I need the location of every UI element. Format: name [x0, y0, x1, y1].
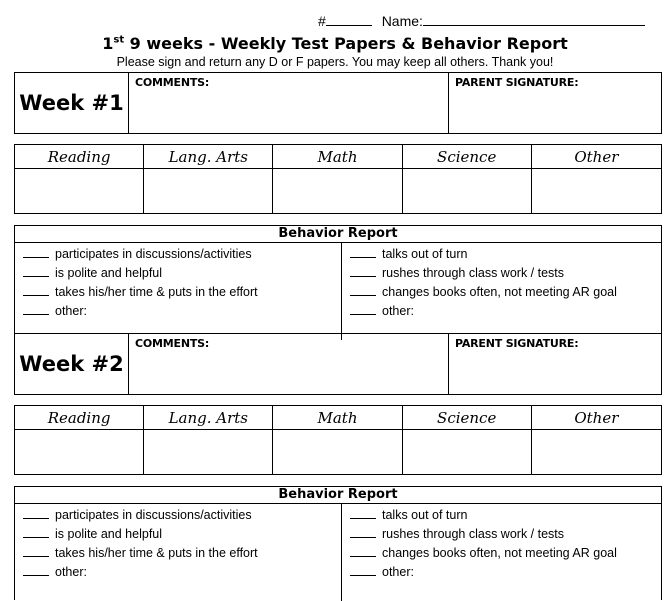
- behavior-negative-list: [342, 504, 661, 601]
- behavior-item-label: changes books often, not meeting AR goal: [382, 546, 617, 560]
- behavior-item[interactable]: [342, 245, 661, 264]
- behavior-item[interactable]: [15, 302, 341, 321]
- behavior-positive-list: [15, 504, 342, 601]
- check-blank[interactable]: [23, 283, 49, 296]
- week-1-label: Week #1: [15, 73, 129, 133]
- check-blank[interactable]: [350, 544, 376, 557]
- check-blank[interactable]: [23, 245, 49, 258]
- behavior-item-label: participates in discussions/activities: [55, 247, 252, 261]
- page-subtitle: Please sign and return any D or F papers. You may keep all others. Thank you!: [116, 55, 554, 69]
- name-blank[interactable]: [423, 11, 645, 26]
- subject-header-reading: Reading: [15, 145, 144, 169]
- title-ordinal-suffix: st: [113, 34, 125, 46]
- behavior-item[interactable]: [15, 563, 341, 582]
- behavior-item[interactable]: [342, 544, 661, 563]
- behavior-item-label: takes his/her time & puts in the effort: [55, 285, 258, 299]
- behavior-item-label: participates in discussions/activities: [55, 508, 252, 522]
- behavior-item-label: takes his/her time & puts in the effort: [55, 546, 258, 560]
- check-blank[interactable]: [23, 264, 49, 277]
- check-blank[interactable]: [23, 544, 49, 557]
- week-2-label: Week #2: [15, 334, 129, 394]
- subject-cell-science[interactable]: [403, 430, 532, 474]
- subject-cell-other[interactable]: [532, 430, 661, 474]
- behavior-item[interactable]: [342, 283, 661, 302]
- week-1-behavior-report: [14, 225, 662, 339]
- parent-signature-label: PARENT SIGNATURE:: [455, 337, 579, 350]
- week-2-signature-box[interactable]: [449, 334, 661, 394]
- check-blank[interactable]: [23, 563, 49, 576]
- student-header-line: [318, 11, 645, 29]
- check-blank[interactable]: [23, 525, 49, 538]
- behavior-item-label: rushes through class work / tests: [382, 527, 565, 541]
- number-blank[interactable]: [326, 11, 372, 26]
- week-2-section: [14, 333, 662, 587]
- behavior-report-title: Behavior Report: [15, 487, 661, 504]
- week-1-signature-box[interactable]: [449, 73, 661, 133]
- subject-cell-math[interactable]: [273, 430, 402, 474]
- parent-signature-label: PARENT SIGNATURE:: [455, 76, 579, 89]
- behavior-item-label: talks out of turn: [382, 247, 468, 261]
- subject-cell-math[interactable]: [273, 169, 402, 213]
- check-blank[interactable]: [350, 506, 376, 519]
- week-1-header-box: [14, 72, 662, 134]
- behavior-item-label: talks out of turn: [382, 508, 468, 522]
- behavior-item-label: is polite and helpful: [55, 527, 163, 541]
- week-2-comments-box[interactable]: [129, 334, 449, 394]
- check-blank[interactable]: [350, 264, 376, 277]
- week-1-subjects-table: [14, 144, 662, 214]
- subject-cell-reading[interactable]: [15, 169, 144, 213]
- week-1-comments-box[interactable]: [129, 73, 449, 133]
- week-1-section: [14, 72, 662, 339]
- behavior-item[interactable]: [15, 283, 341, 302]
- check-blank[interactable]: [350, 525, 376, 538]
- behavior-negative-list: [342, 243, 661, 340]
- behavior-positive-list: [15, 243, 342, 340]
- title-ordinal: 1: [102, 34, 114, 53]
- subject-header-math: Math: [273, 406, 402, 430]
- behavior-item[interactable]: [15, 264, 341, 283]
- check-blank[interactable]: [23, 302, 49, 315]
- behavior-item[interactable]: [15, 525, 341, 544]
- title-text: 9 weeks - Weekly Test Papers & Behavior Report: [124, 34, 568, 53]
- behavior-report-title: Behavior Report: [15, 226, 661, 243]
- subject-header-lang-arts: Lang. Arts: [144, 406, 273, 430]
- subject-cell-lang-arts[interactable]: [144, 169, 273, 213]
- subject-cell-other[interactable]: [532, 169, 661, 213]
- subject-header-science: Science: [403, 406, 532, 430]
- behavior-item[interactable]: [342, 506, 661, 525]
- behavior-item-label: rushes through class work / tests: [382, 266, 565, 280]
- comments-label: COMMENTS:: [135, 76, 210, 89]
- check-blank[interactable]: [23, 506, 49, 519]
- subject-header-other: Other: [532, 145, 661, 169]
- number-label: #: [318, 13, 326, 29]
- behavior-item[interactable]: [15, 506, 341, 525]
- subject-header-science: Science: [403, 145, 532, 169]
- subject-cell-lang-arts[interactable]: [144, 430, 273, 474]
- behavior-item-label: other:: [55, 304, 87, 318]
- subject-header-other: Other: [532, 406, 661, 430]
- week-2-subjects-table: [14, 405, 662, 475]
- behavior-item-label: changes books often, not meeting AR goal: [382, 285, 617, 299]
- check-blank[interactable]: [350, 283, 376, 296]
- behavior-item-label: other:: [382, 304, 414, 318]
- week-2-behavior-report: [14, 486, 662, 600]
- behavior-item-label: other:: [55, 565, 87, 579]
- comments-label: COMMENTS:: [135, 337, 210, 350]
- subject-cell-reading[interactable]: [15, 430, 144, 474]
- behavior-item[interactable]: [342, 302, 661, 321]
- subject-header-math: Math: [273, 145, 402, 169]
- behavior-item[interactable]: [342, 563, 661, 582]
- check-blank[interactable]: [350, 245, 376, 258]
- check-blank[interactable]: [350, 302, 376, 315]
- subject-header-lang-arts: Lang. Arts: [144, 145, 273, 169]
- behavior-item[interactable]: [342, 525, 661, 544]
- subject-header-reading: Reading: [15, 406, 144, 430]
- behavior-item[interactable]: [15, 245, 341, 264]
- behavior-item[interactable]: [15, 544, 341, 563]
- behavior-item-label: is polite and helpful: [55, 266, 163, 280]
- behavior-item-label: other:: [382, 565, 414, 579]
- page-title: [0, 34, 670, 53]
- week-2-header-box: [14, 333, 662, 395]
- check-blank[interactable]: [350, 563, 376, 576]
- subject-cell-science[interactable]: [403, 169, 532, 213]
- name-label: Name:: [381, 13, 423, 29]
- behavior-item[interactable]: [342, 264, 661, 283]
